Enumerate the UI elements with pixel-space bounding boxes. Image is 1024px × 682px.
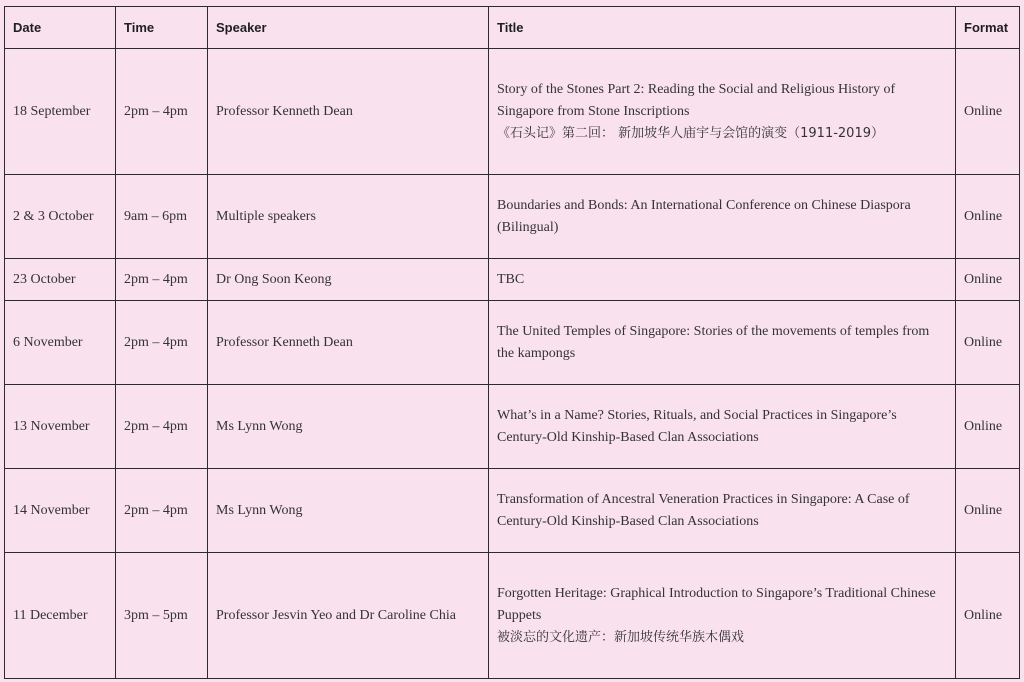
table-row [5,553,1020,679]
table-row [5,469,1020,553]
title-english: Boundaries and Bonds: An International Conference on Chinese Diaspora (Bilingual) [497,197,911,235]
cell-date: 6 November [5,301,116,385]
header-title: Title [489,7,956,49]
cell-title [489,385,956,469]
cell-title [489,175,956,259]
cell-date: 11 December [5,553,116,679]
cell-date: 13 November [5,385,116,469]
title-english: Forgotten Heritage: Graphical Introduction to Singapore’s Traditional Chinese Puppets [497,585,936,623]
title-english: Transformation of Ancestral Veneration Practices in Singapore: A Case of Century-Old Kinship-Based Clan Associations [497,491,910,529]
header-format: Format [956,7,1020,49]
table-row [5,175,1020,259]
cell-speaker: Professor Kenneth Dean [208,301,489,385]
table-row [5,49,1020,175]
header-date: Date [5,7,116,49]
cell-title [489,553,956,679]
cell-time: 2pm – 4pm [116,301,208,385]
cell-time: 2pm – 4pm [116,49,208,175]
table-row [5,259,1020,301]
cell-date: 18 September [5,49,116,175]
cell-format: Online [956,301,1020,385]
cell-time: 2pm – 4pm [116,469,208,553]
title-english: TBC [497,271,525,287]
cell-title [489,259,956,301]
cell-time: 3pm – 5pm [116,553,208,679]
header-row [5,7,1020,49]
title-english: What’s in a Name? Stories, Rituals, and Social Practices in Singapore’s Century-Old Kinship-Based Clan Associations [497,407,897,445]
cell-format: Online [956,175,1020,259]
title-english: Story of the Stones Part 2: Reading the Social and Religious History of Singapore from Stone Inscriptions [497,81,896,119]
title-chinese: 被淡忘的文化遗产：新加坡传统华族木偶戏 [497,629,745,645]
cell-speaker: Dr Ong Soon Keong [208,259,489,301]
cell-speaker: Professor Jesvin Yeo and Dr Caroline Chia [208,553,489,679]
cell-title [489,469,956,553]
cell-time: 9am – 6pm [116,175,208,259]
cell-speaker: Multiple speakers [208,175,489,259]
cell-format: Online [956,469,1020,553]
header-time: Time [116,7,208,49]
cell-format: Online [956,553,1020,679]
cell-format: Online [956,259,1020,301]
cell-format: Online [956,49,1020,175]
cell-date: 2 & 3 October [5,175,116,259]
table-row [5,385,1020,469]
cell-speaker: Professor Kenneth Dean [208,49,489,175]
cell-title [489,301,956,385]
cell-speaker: Ms Lynn Wong [208,385,489,469]
header-speaker: Speaker [208,7,489,49]
table-row [5,301,1020,385]
cell-title [489,49,956,175]
cell-time: 2pm – 4pm [116,259,208,301]
cell-date: 14 November [5,469,116,553]
cell-speaker: Ms Lynn Wong [208,469,489,553]
cell-date: 23 October [5,259,116,301]
title-english: The United Temples of Singapore: Stories of the movements of temples from the kampongs [497,323,930,361]
events-table [4,6,1020,679]
cell-time: 2pm – 4pm [116,385,208,469]
cell-format: Online [956,385,1020,469]
title-chinese: 《石头记》第二回： 新加坡华人庙宇与会馆的演变（1911-2019） [497,125,884,141]
